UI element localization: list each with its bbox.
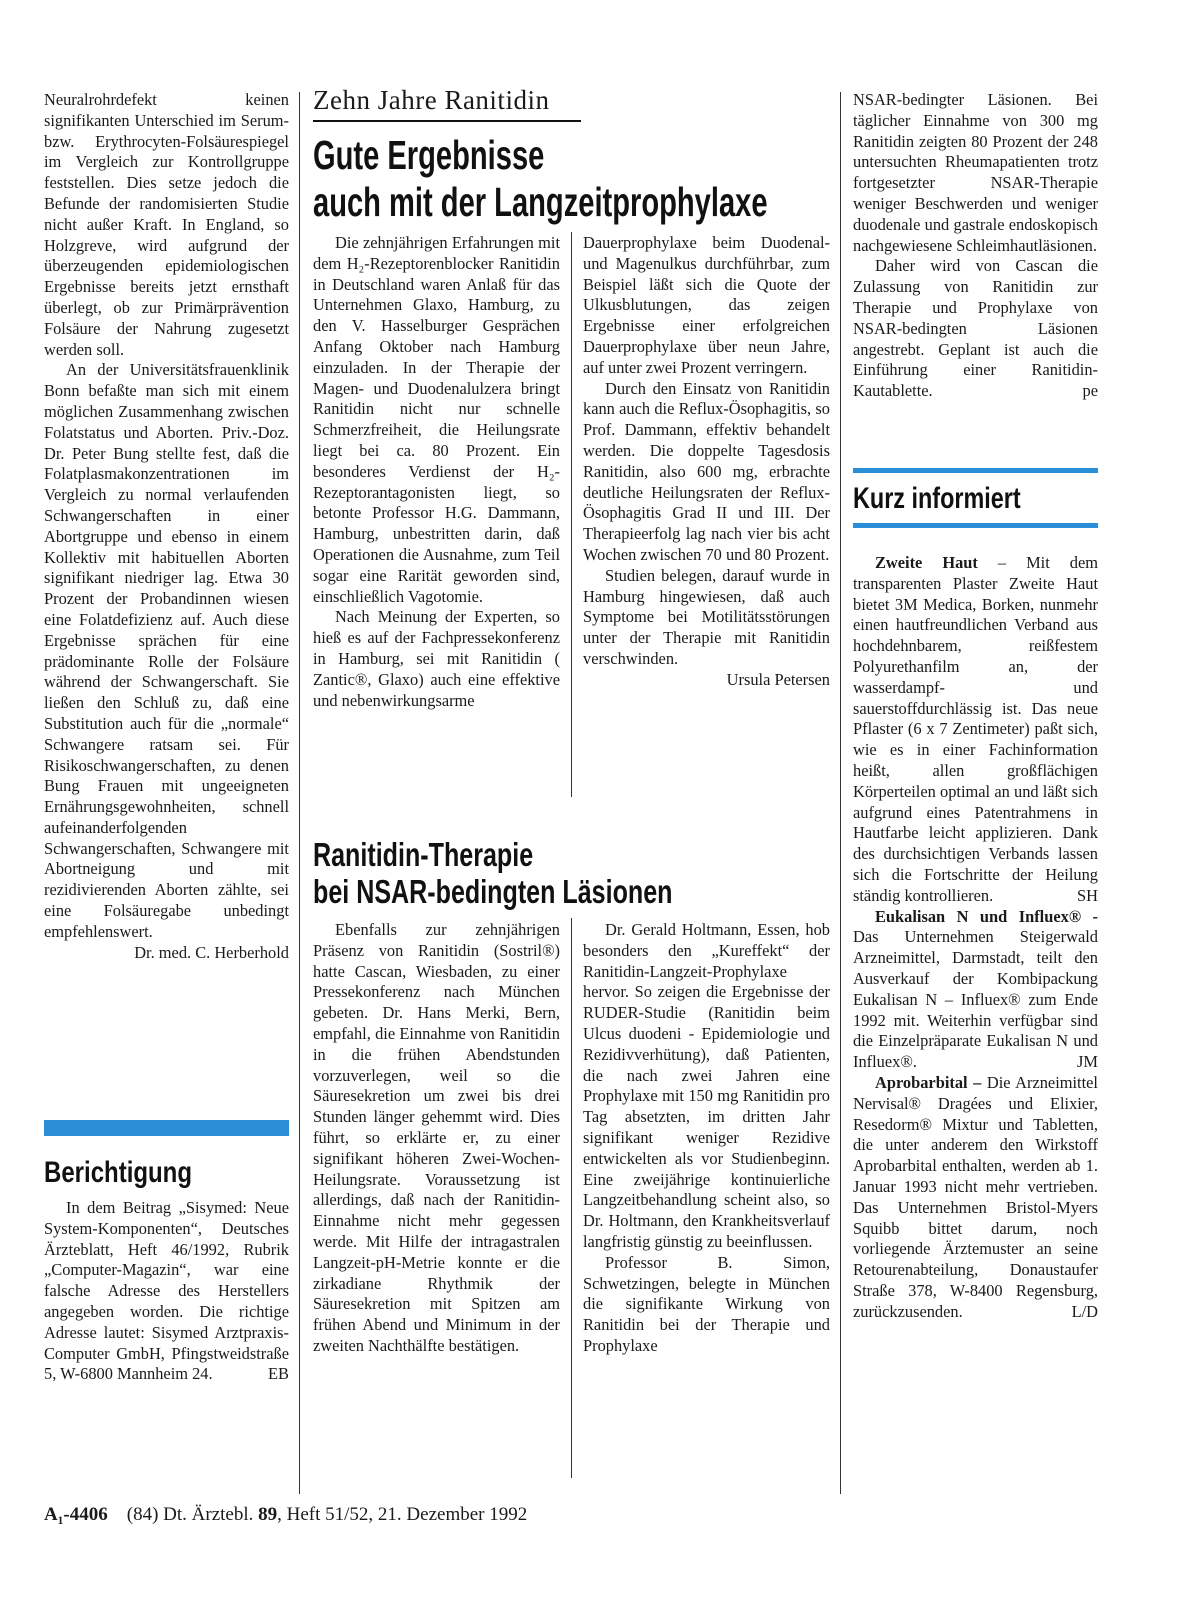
news-item-text: Das Unternehmen Steigerwald Arzneimittel, Darmstadt, teilt den Ausverkauf der Kombipackung Eukalisan N – Influex® zum Ende 1992 mit. Weiterhin verfügbar sind die Einzelpräparate Eukalisan N und Influex®. [853,927,1098,1072]
author-signature: Ursula Petersen [726,669,830,689]
section-accent-bar [853,523,1098,528]
berichtigung-body [44,1198,289,1385]
paragraph: Professor B. Simon, Schwetzingen, belegte in München die signifikante Wirkung von Ranitidin bei der Therapie und Prophylaxe [583,1252,830,1355]
page-footer [44,1504,527,1526]
paragraph: Neuralrohrdefekt keinen signifikanten Unterschied im Serum- bzw. Erythrocyten-Folsäurespiegel im Vergleich zur Kontrollgruppe feststellen. Dies setze jedoch die Befunde der randomisierten Studie nicht außer Kraft. In England, so Holzgreve, wird aufgrund der überzeugenden epidemiologischen Ergebnisse bereits jetzt ernsthaft überlegt, ob zur Primärprävention Folsäure der Nahrung zugesetzt werden soll. [44,90,289,359]
left-column [44,90,289,963]
news-item [853,1073,1098,1323]
article-headline: Gute Ergebnisse auch mit der Langzeitprophylaxe [313,132,768,225]
berichtigung-signature: EB [268,1364,289,1384]
page-number: A₁-4406 [44,1504,108,1525]
kicker-underline [313,120,581,122]
paragraph: Dauerprophylaxe beim Duodenal- und Magenulkus durchführbar, zum Beispiel läßt sich die Quote der Ulkusblutungen, das zeigen Ergebnisse einer erfolgreichen Dauerprophylaxe über neun Jahre, auf unter zwei Prozent verringern. [583,233,830,377]
article1-column-b [583,233,830,691]
author-signature: Dr. med. C. Herberhold [134,942,289,962]
section-accent-bar [853,468,1098,473]
column-divider [299,92,300,1494]
article2-column-c [853,90,1098,402]
paragraph: Ebenfalls zur zehnjährigen Präsenz von Ranitidin (Sostril®) hatte Cascan, Wiesbaden, zu einer Pressekonferenz nach München gebeten. Dr. Hans Merki, Bern, empfahl, die Einnahme von Ranitidin in die frühen Abendstunden vorzuverlegen, weil so die Säuresekretion um zwei bis drei Stunden länger gehemmt wird. Dies führt, so erklärte er, zu einer signifikant höheren Zwei-Wochen-Heilungsrate. Voraussetzung ist allerdings, daß nach der Ranitidin-Einnahme nicht mehr gegessen werde. Mit Hilfe der intragastralen Langzeit-pH-Metrie konnte er die zirkadiane Rhythmik der Säuresekretion mit Spitzen am frühen Abend und Minimum in der zweiten Nachthälfte bestätigen. [313,920,560,1355]
column-divider [840,92,841,1494]
paragraph: Studien belegen, darauf wurde in Hamburg hingewiesen, daß auch Symptome bei Motilitätsstörungen unter der Therapie mit Ranitidin verschwinden. [583,565,830,668]
column-divider [571,918,572,1478]
article2-column-a [313,920,560,1357]
berichtigung-text: In dem Beitrag „Sisymed: Neue System-Komponenten“, Deutsches Ärzteblatt, Heft 46/1992, Rubrik „Computer-Magazin“, war eine falsche Adresse des Herstellers angegeben worden. Die richtige Adresse lautet: Sisymed Arztpraxis-Computer GmbH, Pfingstweidstraße 5, W-6800 Mannheim 24. [44,1198,289,1384]
kurz-heading: Kurz informiert [853,482,1021,515]
news-item-text: Mit dem transparenten Plaster Zweite Haut bietet 3M Medica, Borken, nunmehr einen hautfreundlichen Verband aus hochdehnbarem, reißfestem Polyurethanfilm an, der wasserdampf- und sauerstoffdurchlässig ist. Das neue Pflaster (6 x 7 Zentimeter) paßt sich, wie es in einer Fachinformation heißt, allen großflächigen Körperteilen optimal an und läßt sich aufgrund eines Patentrahmens in Hautfarbe leicht applizieren. Dank des durchsichtigen Verbands lassen sich die Fortschritte der Heilung ständig kontrollieren. [853,553,1099,905]
news-item-text: Die Arzneimittel Nervisal® Dragées und Elixier, Resedorm® Mixtur und Tabletten, die unter anderem den Wirkstoff Aprobarbital enthalten, werden ab 1. Januar 1993 nicht mehr vertrieben. Das Unternehmen Bristol-Myers Squibb bittet darum, noch vorliegende Ärztemuster an seine Retourenabteilung, Donaustaufer Straße 378, W-8400 Regensburg, zurückzusenden. [853,1072,1098,1321]
journal-issue: , Heft 51/52, 21. Dezember 1992 [277,1504,528,1525]
paragraph: An der Universitätsfrauenklinik Bonn befaßte man sich mit einem möglichen Zusammenhang zwischen Folatstatus und Aborten. Priv.-Doz. Dr. Peter Bung stellte fest, daß die Folatplasmakonzentrationen im Vergleich zu normal verlaufenden Schwangerschaften in einer Abortgruppe und ebenso in einem Kollektiv mit habituellen Aborten signifikant niedriger lag. Etwa 30 Prozent der Probandinnen wiesen eine Folatdefizienz auf. Auch diese Ergebnisse sprächen für eine prädominante Rolle der Folsäure während der Schwangerschaft. Sie ließen den Schluß zu, daß eine Substitution auch für die „normale“ Schwangere ratsam sei. Für Risikoschwangerschaften, zu denen Bung Frauen mit ungeeigneten Ernährungsgewohnheiten, schnell aufeinanderfolgenden Schwangerschaften, Schwangere mit Abortneigung und mit rezidivierenden Aborten zählte, sei eine Folsäuregabe unbedingt empfehlenswert. [44,360,289,941]
paragraph: Daher wird von Cascan die Zulassung von Ranitidin zur Therapie und Prophylaxe von NSAR-bedingten Läsionen angestrebt. Geplant ist auch die Einführung einer Ranitidin-Kautablette. [853,256,1098,401]
kurz-column [853,553,1098,1322]
news-item-signature: L/D [1071,1301,1098,1321]
article2-signature: pe [1082,381,1098,401]
news-item-signature: JM [1077,1052,1098,1072]
paragraph: Dr. Gerald Holtmann, Essen, hob besonders den „Kureffekt“ der Ranitidin-Langzeit-Prophylaxe hervor. So zeigen die Ergebnisse der RUDER-Studie (Ranitidin beim Ulcus duodeni - Epidemiologie und Rezidivverhütung), daß Patienten, die nach zwei Jahren eine Prophylaxe mit 150 mg Ranitidin pro Tag absetzten, im dritten Jahr signifikant weniger Rezidive entwickelten als vor Studienbeginn. Eine zweijährige kontinuierliche Langzeitbehandlung scheint also, so Dr. Holtmann, den Krankheitsverlauf langfristig günstig zu beeinflussen. [583,920,830,1251]
paragraph: NSAR-bedingter Läsionen. Bei täglicher Einnahme von 300 mg Ranitidin zeigten 80 Prozent der 248 untersuchten Rheumapatienten trotz fortgesetzter NSAR-Therapie weniger Beschwerden und weniger duodenale und gastrale endoskopisch nachgewiesene Schleimhautläsionen. [853,90,1098,255]
news-item-title: Zweite Haut [875,553,978,572]
article-kicker: Zehn Jahre Ranitidin [313,85,550,115]
column-divider [571,232,572,797]
news-item: Zweite Haut – Mit dem transparenten Plaster Zweite Haut bietet 3M Medica, Borken, nunmehr einen hautfreundlichen Verband aus hochdehnbarem, reißfestem Polyurethanfilm an, der wasserdampf- und sauerstoffdurchlässig ist. Das neue Pflaster (6 x 7 Zentimeter) paßt sich, wie es in einer Fachinformation heißt, allen großflächigen Körperteilen optimal an und läßt sich aufgrund eines Patentrahmens in Hautfarbe leicht applizieren. Dank des durchsichtigen Verbands lassen sich die Fortschritte der Heilung ständig kontrollieren. SH [853,553,1099,905]
article1-column-a [313,233,560,711]
article2-column-b [583,920,830,1357]
berichtigung-heading: Berichtigung [44,1156,192,1189]
paragraph: Durch den Einsatz von Ranitidin kann auch die Reflux-Ösophagitis, so Prof. Dammann, effektiv behandelt werden. Die doppelte Tagesdosis Ranitidin, also 600 mg, erbrachte deutliche Heilungsraten der Reflux-Ösophagitis Grad II und III. Der Therapieerfolg lag nach vier bis acht Wochen zwischen 70 und 80 Prozent. [583,378,830,564]
journal-volume: 89 [258,1504,278,1525]
paragraph: Nach Meinung der Experten, so hieß es auf der Fachpressekonferenz in Hamburg, sei mit Ranitidin ( Zantic®, Glaxo) auch eine effektive und nebenwirkungsarme [313,607,560,710]
article2-headline: Ranitidin-Therapie bei NSAR-bedingten Läsionen [313,836,673,910]
news-item-title: Aprobarbital – [875,1072,982,1092]
news-item-signature: SH [1077,885,1098,905]
news-item [853,907,1098,1073]
news-item-title: Eukalisan N und Influex® - [875,906,1098,926]
section-accent-bar [44,1120,289,1136]
paragraph: Die zehnjährigen Erfahrungen mit dem H₂-Rezeptorenblocker Ranitidin in Deutschland waren Anlaß für das Unternehmen Glaxo, Hamburg, zu den V. Hasselburger Gesprächen Anfang Oktober nach Hamburg einzuladen. In der Therapie der Magen- und Duodenalulzera bringt Ranitidin nicht nur schnelle Schmerzfreiheit, die Heilungsrate liegt bei ca. 80 Prozent. Ein besonderes Verdienst der H₂-Rezeptorantagonisten liegt, so betonte Professor H.G. Dammann, Hamburg, unbestritten darin, daß Operationen die Ausnahme, zum Teil sogar eine Rarität geworden sind, einschließlich Vagotomie. [313,233,560,606]
journal-reference: (84) Dt. Ärztebl. [126,1504,254,1525]
